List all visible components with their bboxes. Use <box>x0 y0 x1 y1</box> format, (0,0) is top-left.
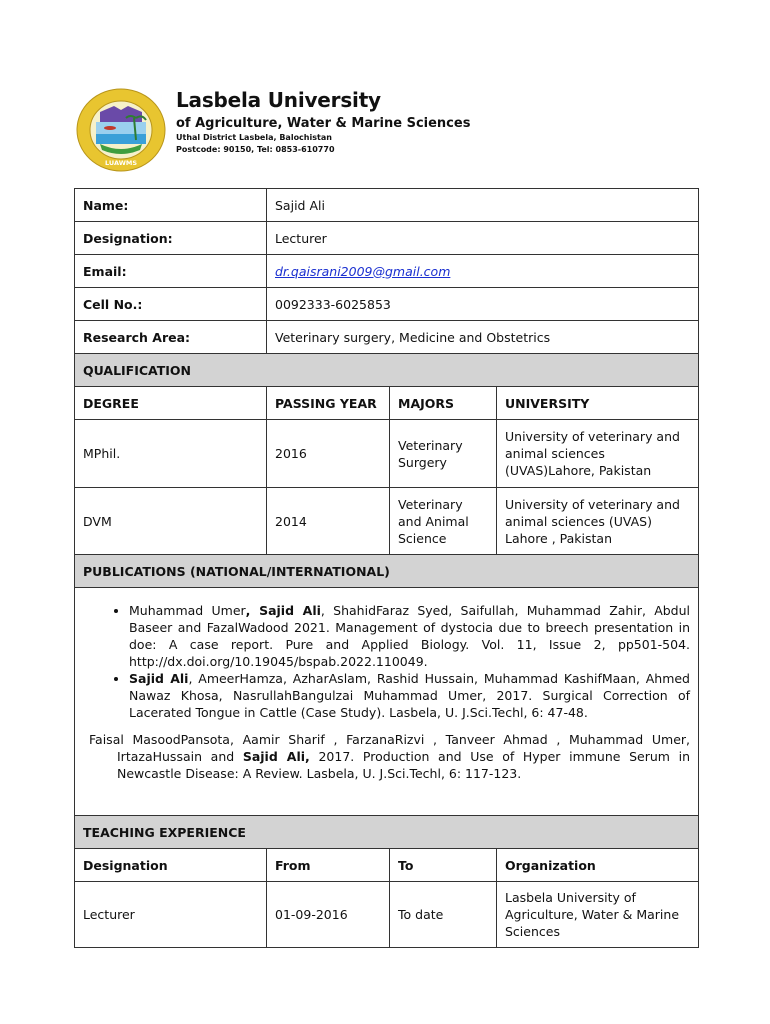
svg-text:LUAWMS: LUAWMS <box>104 159 138 167</box>
teaching-heading-row <box>75 816 699 849</box>
to-cell: To date <box>390 882 497 948</box>
cell-value: 0092333-6025853 <box>267 288 699 321</box>
teaching-heading: TEACHING EXPERIENCE <box>75 816 699 849</box>
research-value: Veterinary surgery, Medicine and Obstetrics <box>267 321 699 354</box>
teaching-header-row <box>75 849 699 882</box>
publications-list <box>75 588 699 816</box>
publication-item: Faisal MasoodPansota, Aamir Sharif , FarzanaRizvi , Tanveer Ahmad , Muhammad Umer, IrtazaHussain and Sajid Ali, 2017. Production and Use of Hyper immune Serum in Newcastle Disease: A Review. Lasbela, U. J.Sci.Techl, 6: 117-123. <box>89 732 691 781</box>
contact-line: Postcode: 90150, Tel: 0853-610770 <box>176 145 335 154</box>
col-header: PASSING YEAR <box>267 387 390 420</box>
year-cell: 2016 <box>267 420 390 488</box>
publications-row <box>75 588 699 816</box>
qualification-heading: QUALIFICATION <box>75 354 699 387</box>
majors-cell: Veterinary and Animal Science <box>390 488 497 555</box>
year-cell: 2014 <box>267 488 390 555</box>
name-label: Name: <box>75 189 267 222</box>
email-link[interactable]: dr.qaisrani2009@gmail.com <box>275 263 451 279</box>
degree-cell: MPhil. <box>75 420 267 488</box>
email-label: Email: <box>75 255 267 288</box>
publication-item: • Sajid Ali, AmeerHamza, AzharAslam, Rashid Hussain, Muhammad KashifMaan, Ahmed Nawaz Khosa, NasrullahBangulzai Muhammad Umer, 2017. Surgical Correction of Lacerated Tongue in Cattle (Case Study). Lasbela, U. J.Sci.Techl, 6: 47-48. <box>129 670 690 721</box>
majors-cell: Veterinary Surgery <box>390 420 497 488</box>
col-header: Organization <box>497 849 699 882</box>
col-header: UNIVERSITY <box>497 387 699 420</box>
qualification-header-row <box>75 387 699 420</box>
cv-table <box>74 188 699 948</box>
degree-cell: DVM <box>75 488 267 555</box>
publications-heading-row <box>75 555 699 588</box>
qualification-heading-row <box>75 354 699 387</box>
table-row <box>75 488 699 555</box>
profile-row-research <box>75 321 699 354</box>
publication-item: • Muhammad Umer, Sajid Ali, ShahidFaraz Syed, Saifullah, Muhammad Zahir, Abdul Baseer and FazalWadood 2021. Management of dystocia due to breech presentation in doe: A case report. Pure and Applied Biology. Vol. 11, Issue 2, pp501-504. http://dx.doi.org/10.19045/bspab.2022.110049. <box>129 602 690 670</box>
address-line: Uthal District Lasbela, Balochistan <box>176 133 332 142</box>
designation-value: Lecturer <box>267 222 699 255</box>
designation-cell: Lecturer <box>75 882 267 948</box>
university-title: Lasbela University <box>176 88 381 112</box>
col-header: To <box>390 849 497 882</box>
research-label: Research Area: <box>75 321 267 354</box>
col-header: Designation <box>75 849 267 882</box>
table-row <box>75 882 699 948</box>
profile-row-designation <box>75 222 699 255</box>
university-cell: University of veterinary and animal sciences (UVAS)Lahore, Pakistan <box>497 420 699 488</box>
name-value: Sajid Ali <box>267 189 699 222</box>
profile-row-name <box>75 189 699 222</box>
email-cell <box>267 255 699 288</box>
organization-cell: Lasbela University of Agriculture, Water & Marine Sciences <box>497 882 699 948</box>
publications-heading: PUBLICATIONS (NATIONAL/INTERNATIONAL) <box>75 555 699 588</box>
cell-label: Cell No.: <box>75 288 267 321</box>
designation-label: Designation: <box>75 222 267 255</box>
university-subtitle: of Agriculture, Water & Marine Sciences <box>176 116 471 131</box>
profile-row-email <box>75 255 699 288</box>
table-row <box>75 420 699 488</box>
university-logo <box>76 88 166 172</box>
col-header: DEGREE <box>75 387 267 420</box>
from-cell: 01-09-2016 <box>267 882 390 948</box>
profile-row-cell <box>75 288 699 321</box>
col-header: From <box>267 849 390 882</box>
university-cell: University of veterinary and animal sciences (UVAS) Lahore , Pakistan <box>497 488 699 555</box>
col-header: MAJORS <box>390 387 497 420</box>
